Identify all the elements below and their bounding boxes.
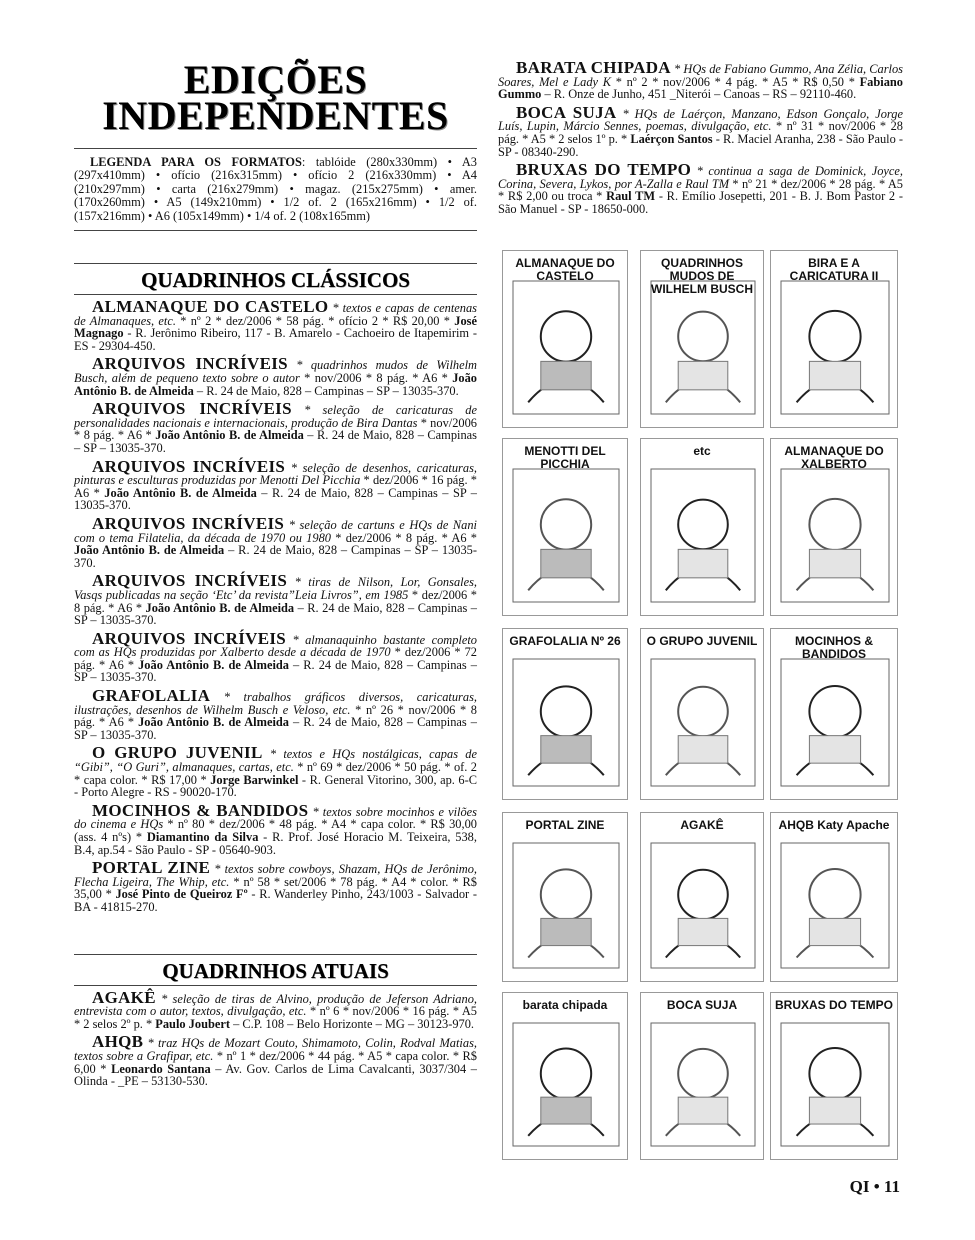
cover-title: barata chipada	[522, 998, 608, 1012]
entry-details: * nº 1 * dez/2006 * 44 pág. * A5 * capa color. * R$ 6,00 *	[74, 1048, 477, 1076]
entry-description: * quadrinhos mudos de Wilhelm Busch, além de pequeno texto sobre o autor	[74, 358, 477, 385]
entry-address: – R. 24 de Maio, 828 – Campinas – SP – 13035-370.	[74, 485, 477, 513]
entry-contact: João Antônio B. de Almeida	[74, 543, 225, 558]
entry-name: AGAKÊ	[92, 987, 156, 1007]
divider	[74, 294, 477, 295]
entry-description: * continua a saga de Dominick, Joyce, Corina, Severa, Lykos, por A-Zalla e Raul TM	[498, 164, 903, 191]
entry-details: * dez/2006 * 16 pág. * A6 *	[74, 473, 477, 500]
entry-details: * nº 58 * set/2006 * 78 pág. * A4 * color. * R$ 35,00 *	[74, 874, 477, 902]
entry-address: - R. Wanderley Pinho, 243/1003 - Salvador - BA - 41815-270.	[74, 887, 477, 914]
entry-contact: Paulo Joubert	[155, 1016, 230, 1031]
entry-details: * nº 69 * dez/2006 * 50 pág. * of. 2 * capa color. * R$ 17,00 *	[74, 760, 477, 787]
entry-contact: João Antônio B. de Almeida	[104, 485, 257, 500]
cover-thumbnail	[770, 250, 898, 428]
entry-contact: Raul TM	[606, 189, 656, 204]
listing-entry	[498, 58, 903, 102]
entry-address: – R. Onze de Junho, 451 _Niterói – Canoas – RS – 92110-460.	[541, 87, 857, 102]
legend-text: : tablóide (280x330mm) • A3 (297x410mm) • ofício (216x315mm) • ofício 2 (216x330mm) • A4 (210x297mm) • carta (216x279mm) • magaz. (215x275mm) • amer. (170x260mm) • A5 (149x210mm) • 1/2 of. 2 (165x216mm) • 1/2 of. (157x216mm) • A6 (105x149mm) • 1/4 of. 2 (108x165mm)	[74, 155, 477, 223]
cover-title: ALMANAQUE DO XALBERTO	[784, 444, 884, 471]
entry-name: ARQUIVOS INCRÍVEIS	[92, 399, 292, 419]
entry-name: ALMANAQUE DO CASTELO	[92, 297, 329, 317]
title-line-1: EDIÇÕES	[183, 57, 368, 102]
listing-entry	[74, 858, 477, 914]
listing-entry	[74, 987, 478, 1031]
format-legend	[74, 149, 477, 230]
entry-contact: João Antônio B. de Almeida	[74, 371, 477, 398]
listing-entry	[74, 686, 478, 742]
page-footer: QI • 11	[849, 1177, 900, 1196]
cover-title: BRUXAS DO TEMPO	[775, 998, 894, 1012]
cover-thumbnail	[502, 628, 628, 800]
entry-address: - R. Prof. José Horacio M. Teixeira, 538, B.4, ap.54 - São Paulo - SP - 05640-903.	[74, 830, 477, 857]
entry-address: - R. Emílio Josepetti, 201 - B. J. Bom Pastor 2 - São Manuel - SP - 18650-000.	[498, 189, 903, 216]
entry-contact: Laérçon Santos	[630, 131, 713, 146]
entry-description: * seleção de desenhos, caricaturas, pinturas e esculturas produzidas por Menotti Del Picchia	[74, 460, 477, 488]
entry-contact: Diamantino da Silva	[146, 830, 259, 844]
entry-details: * nov/2006 * 8 pág. * A6 *	[299, 371, 453, 385]
cover-thumbnail	[640, 250, 764, 428]
entry-description: * traz HQs de Mozart Couto, Shimamoto, Colin, Rodval Matias, textos sobre a Grafipar, etc.	[74, 1036, 477, 1063]
cover-title: PORTAL ZINE	[525, 818, 605, 832]
listing-entry	[74, 743, 477, 800]
entry-contact: José Pinto de Queiroz Fº	[115, 887, 248, 902]
entry-details: * dez/2006 * 8 pág. * A6 *	[74, 587, 478, 615]
entry-address: – R. 24 de Maio, 828 – Campinas – SP – 13035-370.	[74, 428, 477, 455]
listing-entry	[74, 354, 477, 398]
cover-illustration	[503, 993, 628, 1160]
entry-details: * dez/2006 * 72 pág. * A6 *	[74, 645, 477, 672]
cover-thumbnail	[770, 438, 898, 616]
listing-entry	[74, 1032, 477, 1089]
entry-contact: Fabiano Gummo	[498, 74, 903, 102]
entry-description: * seleção de tiras de Alvino, produção de Jeferson Adriano, entrevista com o autor, textos, divulgação, etc.	[74, 991, 477, 1019]
title-line-2: INDEPENDENTES	[102, 93, 449, 138]
atuais-list	[74, 987, 478, 1089]
cover-thumbnail	[502, 812, 628, 982]
entry-contact: Jorge Barwinkel	[210, 772, 299, 787]
entry-address: - R. Jerônimo Ribeiro, 117 - B. Amarelo - Cachoeiro de Itapemirim - ES - 29304-450.	[74, 326, 477, 353]
cover-illustration	[641, 813, 764, 982]
right-entries-list	[498, 58, 904, 216]
cover-title: BOCA SUJA	[666, 998, 738, 1012]
cover-illustration	[503, 813, 628, 982]
classicos-list	[74, 297, 478, 914]
cover-thumbnail	[640, 438, 764, 616]
cover-title: MOCINHOS & BANDIDOS	[795, 634, 873, 661]
cover-thumbnail	[640, 812, 764, 982]
entry-details: * nº 80 * dez/2006 * 48 pág. * A4 * capa color. * R$ 30,00 (ass. 4 nºs) *	[74, 817, 477, 844]
listing-entry	[498, 102, 904, 159]
cover-thumbnail	[502, 992, 628, 1160]
cover-thumbnail	[770, 628, 898, 800]
cover-illustration	[771, 813, 898, 982]
cover-illustration	[771, 993, 898, 1160]
entry-name: PORTAL ZINE	[92, 858, 211, 878]
entry-description: * textos sobre cowboys, Shazam, HQs de Jerônimo, Flecha Ligeira, The Whip, etc.	[74, 862, 477, 889]
entry-description: * seleção de caricaturas de personalidades nacionais e internacionais, produção de Bira Dantas	[74, 403, 477, 430]
cover-thumbnail	[640, 992, 764, 1160]
section-heading-atuais: QUADRINHOS ATUAIS	[162, 958, 389, 983]
cover-thumbnail	[770, 992, 898, 1160]
left-column	[74, 56, 477, 1088]
cover-title: O GRUPO JUVENIL	[646, 634, 758, 648]
entry-description: * HQs de Laérçon, Manzano, Edson Gonçalo, Jorge Luís, Lupin, Márcio Sennes, poemas, divulgação, etc.	[498, 106, 903, 134]
entry-address: – R. 24 de Maio, 828 – Campinas – SP – 13035-370.	[74, 543, 477, 570]
entry-description: * textos e HQs nostálgicas, capas de “Gibi”, “O Guri”, almanaques, cartas, etc.	[74, 747, 477, 775]
entry-address: – R. 24 de Maio, 828 – Campinas – SP – 13035-370.	[193, 383, 459, 398]
cover-illustration	[641, 439, 764, 616]
entry-contact: João Antônio B. de Almeida	[145, 600, 295, 615]
listing-entry	[74, 297, 477, 353]
listing-entry	[74, 800, 477, 857]
listing-entry	[74, 628, 477, 685]
entry-address: - R. General Vitorino, 300, ap. 6-C - Porto Alegre - RS - 90020-170.	[74, 772, 477, 800]
entry-contact: Leonardo Santana	[111, 1061, 211, 1076]
listing-entry	[74, 571, 478, 628]
listing-entry	[498, 160, 903, 216]
entry-description: * tiras de Nilson, Lor, Gonsales, Vasqs publicadas na seção ‘Etc’ da revista”Leia Livros”, em 1985	[74, 575, 478, 602]
entry-details: * nov/2006 * 8 pág. * A6 *	[74, 415, 477, 443]
entry-contact: João Antônio B. de Almeida	[138, 715, 289, 730]
divider	[74, 985, 477, 986]
cover-title: BIRA E A CARICATURA II	[789, 256, 879, 283]
entry-details: * nº 31 * nov/2006 * 28 pág. * A5 * 2 selos 1º p. *	[498, 119, 903, 146]
entry-name: O GRUPO JUVENIL	[92, 743, 263, 763]
entry-name: ARQUIVOS INCRÍVEIS	[92, 456, 286, 476]
cover-title: GRAFOLALIA Nº 26	[509, 634, 621, 648]
entry-name: ARQUIVOS INCRÍVEIS	[92, 513, 285, 533]
entry-address: - R. Maciel Aranha, 238 - São Paulo - SP - 08340-290.	[498, 131, 904, 159]
legend-label: LEGENDA PARA OS FORMATOS	[90, 155, 302, 169]
entry-contact: João Antônio B. de Almeida	[138, 657, 289, 672]
entry-description: * textos sobre mocinhos e vilões do cinema e HQs	[74, 804, 477, 832]
page-title	[74, 57, 477, 138]
entry-description: * almanaquinho bastante completo com as HQs produzidas por Xalberto desde a década de 1970	[74, 632, 477, 660]
entry-details: * dez/2006 * 8 pág. * A6 *	[330, 530, 477, 545]
entry-details: * nº 2 * dez/2006 * 58 pág. * ofício 2 * R$ 20,00 *	[175, 313, 455, 328]
entry-name: ARQUIVOS INCRÍVEIS	[92, 571, 288, 591]
listing-entry	[74, 513, 477, 570]
entry-name: BOCA SUJA	[516, 102, 617, 122]
entry-details: * nº 6 * nov/2006 * 16 pág. * A5 * 2 selos 2º p. *	[74, 1004, 478, 1031]
section-heading-classicos: QUADRINHOS CLÁSSICOS	[141, 268, 410, 293]
entry-address: – C.P. 108 – Belo Horizonte – MG – 30123-970.	[230, 1016, 475, 1031]
cover-thumbnail	[640, 628, 764, 800]
right-column	[498, 56, 903, 216]
entry-details: * nº 2 * nov/2006 * 4 pág. * A5 * R$ 0,50 *	[611, 74, 860, 89]
entry-description: * HQs de Fabiano Gummo, Ana Zélia, Carlos Soares, Mel e Lady K	[498, 62, 903, 89]
entry-name: AHQB	[92, 1032, 144, 1052]
entry-description: * textos e capas de centenas de Almanaques, etc.	[74, 301, 477, 328]
listing-entry	[74, 456, 477, 513]
entry-details: * nº 21 * dez/2006 * 28 pág. * A5 * R$ 2,00 ou troca *	[498, 176, 903, 204]
cover-title: MENOTTI DEL PICCHIA	[524, 444, 606, 471]
entry-description: * trabalhos gráficos diversos, caricaturas, ilustrações, desenhos de Wilhelm Busch e Veloso, etc.	[74, 690, 477, 717]
entry-name: MOCINHOS & BANDIDOS	[92, 800, 309, 820]
cover-thumbnail	[770, 812, 898, 982]
entry-description: * seleção de cartuns e HQs de Nani com o tema Filatelia, da década de 1970 ou 1980	[74, 517, 477, 545]
cover-title: AHQB Katy Apache	[778, 818, 890, 832]
entry-contact: João Antônio B. de Almeida	[155, 428, 304, 443]
cover-thumbnail	[502, 438, 628, 616]
listing-entry	[74, 399, 477, 455]
entry-address: – Av. Gov. Carlos de Lima Cavalcanti, 3037/304 – Olinda - _PE – 53130-530.	[74, 1061, 477, 1089]
cover-illustration	[503, 629, 628, 800]
cover-title: QUADRINHOS MUDOS DE WILHELM BUSCH	[651, 256, 753, 296]
entry-address: – R. 24 de Maio, 828 – Campinas – SP – 13035-370.	[74, 715, 477, 742]
cover-illustration	[641, 629, 764, 800]
cover-title: etc	[693, 444, 711, 458]
cover-title: AGAKÊ	[680, 818, 724, 832]
entry-name: ARQUIVOS INCRÍVEIS	[92, 628, 287, 648]
entry-contact: José Magnago	[74, 313, 477, 341]
entry-details: * nº 26 * nov/2006 * 8 pág. * A6 *	[74, 702, 478, 730]
entry-name: GRAFOLALIA	[92, 686, 211, 706]
entry-name: ARQUIVOS INCRÍVEIS	[92, 354, 288, 374]
cover-title: ALMANAQUE DO CASTELO	[515, 256, 615, 283]
entry-address: – R. 24 de Maio, 828 – Campinas – SP – 13035-370.	[74, 600, 477, 628]
cover-illustration	[641, 993, 764, 1160]
cover-thumbnail	[502, 250, 628, 428]
entry-address: – R. 24 de Maio, 828 – Campinas – SP – 13035-370.	[74, 657, 477, 685]
entry-name: BARATA CHIPADA	[516, 58, 671, 77]
entry-name: BRUXAS DO TEMPO	[516, 160, 692, 180]
